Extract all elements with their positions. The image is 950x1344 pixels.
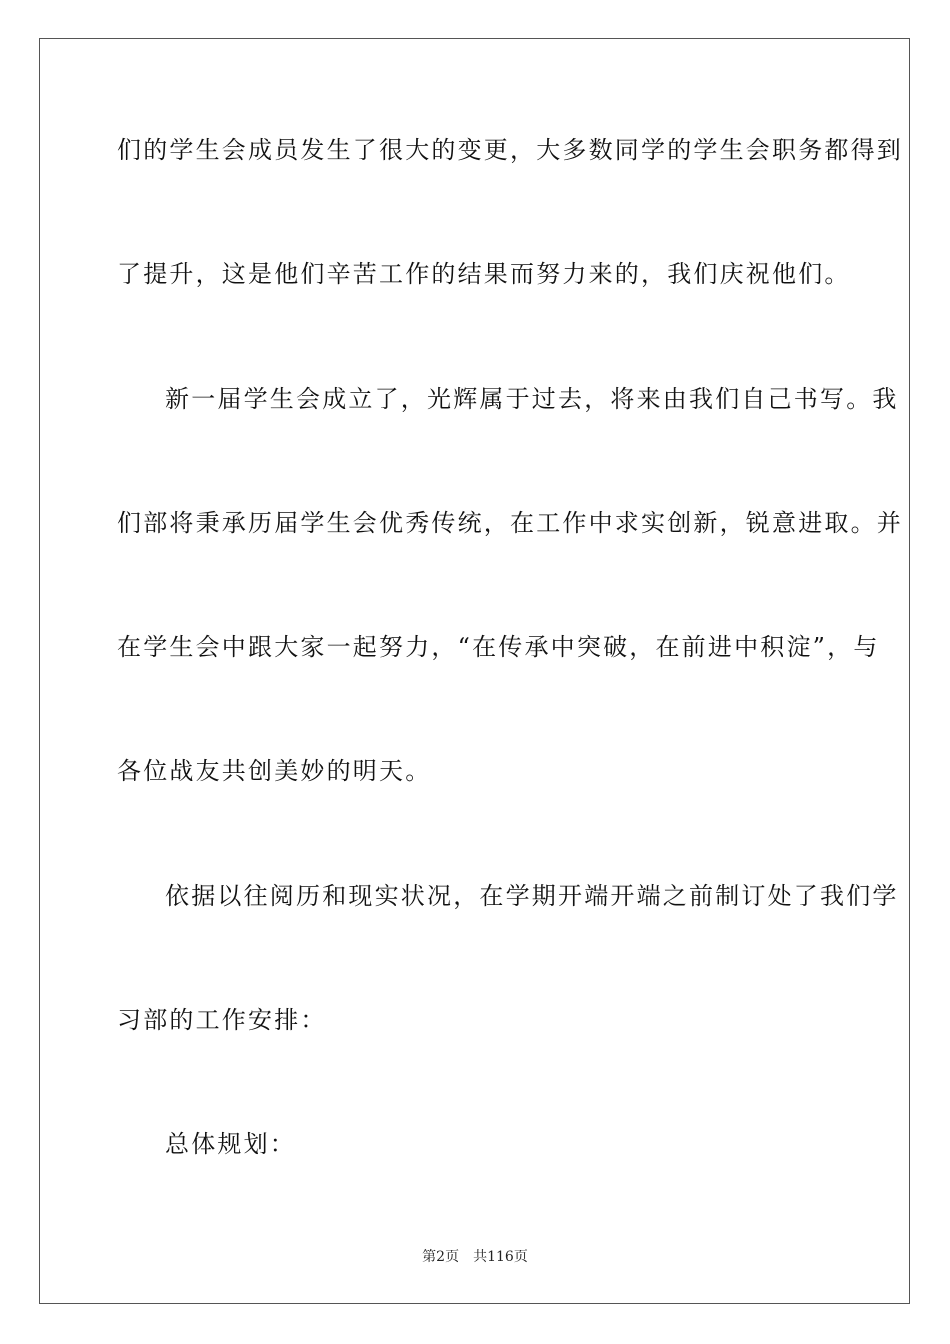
body-line-8: 习部的工作安排： xyxy=(117,1006,327,1034)
body-line-3: 新一届学生会成立了，光辉属于过去，将来由我们自己书写。我 xyxy=(165,385,899,413)
body-line-2: 了提升，这是他们辛苦工作的结果而努力来的，我们庆祝他们。 xyxy=(117,260,851,288)
total-pages: 共116页 xyxy=(473,1249,528,1265)
page-number: 第2页 xyxy=(422,1249,460,1265)
body-line-6: 各位战友共创美妙的明天。 xyxy=(117,757,432,785)
body-line-4: 们部将秉承历届学生会优秀传统，在工作中求实创新，锐意进取。并 xyxy=(117,509,903,537)
page-frame xyxy=(39,38,910,1304)
page-footer xyxy=(0,1247,950,1267)
body-line-1: 们的学生会成员发生了很大的变更，大多数同学的学生会职务都得到 xyxy=(117,136,903,164)
body-line-9: 总体规划： xyxy=(165,1130,296,1158)
body-line-7: 依据以往阅历和现实状况，在学期开端开端之前制订处了我们学 xyxy=(165,882,899,910)
body-line-5: 在学生会中跟大家一起努力，“在传承中突破，在前进中积淀”，与 xyxy=(117,633,880,661)
